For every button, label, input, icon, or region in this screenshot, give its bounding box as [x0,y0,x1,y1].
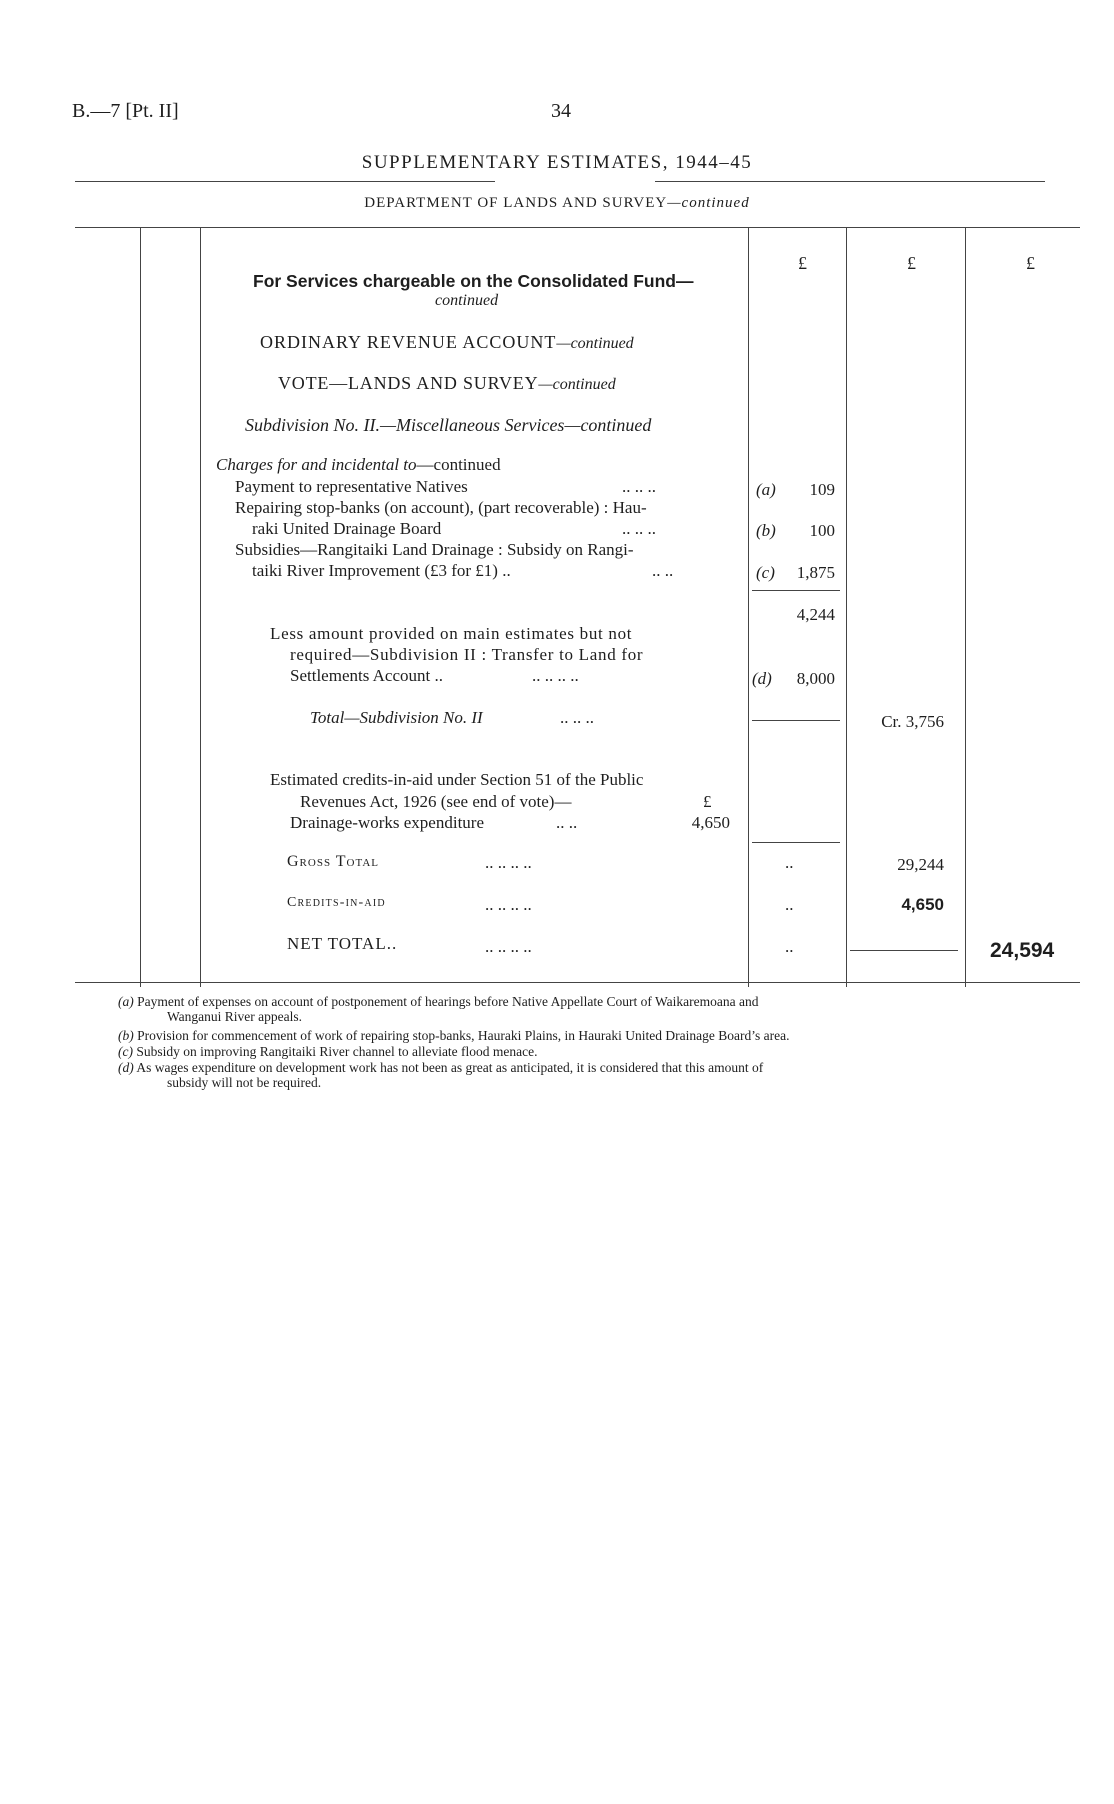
note-mark-b: (b) [756,521,776,540]
footnote-d-cont: subsidy will not be required. [167,1075,322,1090]
leader-dots: .. .. .. [622,477,656,496]
vote-heading: VOTE—LANDS AND SURVEY—continued [278,373,616,393]
leader-dots: .. .. [652,561,674,580]
leader-dots: .. [785,895,794,914]
table-rule-outer-left [140,227,141,987]
leader-dots: .. .. [556,813,578,832]
column-header-pound-2: £ [907,253,916,273]
leader-dots: .. .. .. .. [485,937,532,956]
footnote-a: (a) Payment of expenses on account of postponement of hearings before Native Appellate Court of Waikaremoana and [118,994,759,1009]
document-reference: B.—7 [Pt. II] [72,100,179,122]
credits-label-cont: Revenues Act, 1926 (see end of vote)— [300,792,572,811]
item-label: Repairing stop-banks (on account), (part recoverable) : Hau- [235,498,647,517]
item-amount: 100 [809,521,835,540]
gross-total-amount: 29,244 [897,855,944,874]
footnote-b: (b) Provision for commencement of work of repairing stop-banks, Hauraki Plains, in Hauraki United Drainage Board’s area. [118,1028,790,1043]
table-rule-col1 [748,227,749,987]
leader-dots: .. .. .. .. [485,895,532,914]
table-rule-left [200,227,201,987]
title-rule-left [75,181,495,182]
less-amount: 8,000 [796,669,835,688]
subdivision-heading: Subdivision No. II.—Miscellaneous Services—continued [245,415,652,435]
subtotal-amount: 4,244 [796,605,835,624]
total-sub-rule [752,720,840,721]
credits-label: Estimated credits-in-aid under Section 51 of the Public [270,770,644,789]
note-mark-d: (d) [752,669,772,688]
page-number: 34 [551,100,571,122]
net-total-rule [850,950,958,951]
leader-dots: .. .. .. [560,708,594,727]
credits-pound-sign: £ [703,792,712,811]
less-label-cont: Settlements Account .. [290,666,443,685]
total-subdivision-amount: Cr. 3,756 [881,712,944,731]
net-total-amount: 24,594 [990,939,1055,962]
item-label: Subsidies—Rangitaiki Land Drainage : Subsidy on Rangi- [235,540,634,559]
credits-rule [752,842,840,843]
net-total-label: NET TOTAL.. [287,934,398,953]
total-subdivision-label: Total—Subdivision No. II [310,708,483,727]
item-label: Payment to representative Natives [235,477,468,496]
column-header-pound-3: £ [1026,253,1035,273]
page-subtitle: DEPARTMENT OF LANDS AND SURVEY—continued [364,195,750,211]
item-amount: 109 [809,480,835,499]
section-heading-cont: continued [435,292,499,309]
note-mark-c: (c) [756,563,775,582]
table-bottom-rule [75,982,1080,983]
leader-dots: .. .. .. .. [532,666,579,685]
section-heading: For Services chargeable on the Consolidated Fund— [253,271,694,291]
column-header-pound-1: £ [798,253,807,273]
credits-amount: 4,650 [691,813,730,832]
leader-dots: .. [785,937,794,956]
note-mark-a: (a) [756,480,776,499]
footnote-d: (d) As wages expenditure on development work has not been as great as anticipated, it is considered that this amount of [118,1060,764,1075]
subtotal-rule [752,590,840,591]
table-top-rule [75,227,1080,228]
leader-dots: .. .. .. [622,519,656,538]
title-rule-right [655,181,1045,182]
table-rule-col2 [846,227,847,987]
item-amount: 1,875 [796,563,835,582]
item-label-cont: raki United Drainage Board [252,519,442,538]
credits-in-aid-amount: 4,650 [901,895,944,914]
item-label-cont: taiki River Improvement (£3 for £1) .. [252,561,511,580]
charges-heading: Charges for and incidental to—continued [216,455,501,474]
credits-label-cont: Drainage-works expenditure [290,813,485,832]
less-label: Less amount provided on main estimates but not [270,624,633,643]
leader-dots: .. [785,853,794,872]
table-rule-col3 [965,227,966,987]
page-title: SUPPLEMENTARY ESTIMATES, 1944–45 [361,152,753,173]
footnote-c: (c) Subsidy on improving Rangitaiki River channel to alleviate flood menace. [118,1044,538,1059]
credits-in-aid-label: Credits-in-aid [287,895,386,910]
footnote-a-cont: Wanganui River appeals. [167,1009,302,1024]
leader-dots: .. .. .. .. [485,853,532,872]
less-label-cont: required—Subdivision II : Transfer to Land for [290,645,644,664]
gross-total-label: Gross Total [287,853,380,870]
account-heading: ORDINARY REVENUE ACCOUNT—continued [260,332,634,352]
